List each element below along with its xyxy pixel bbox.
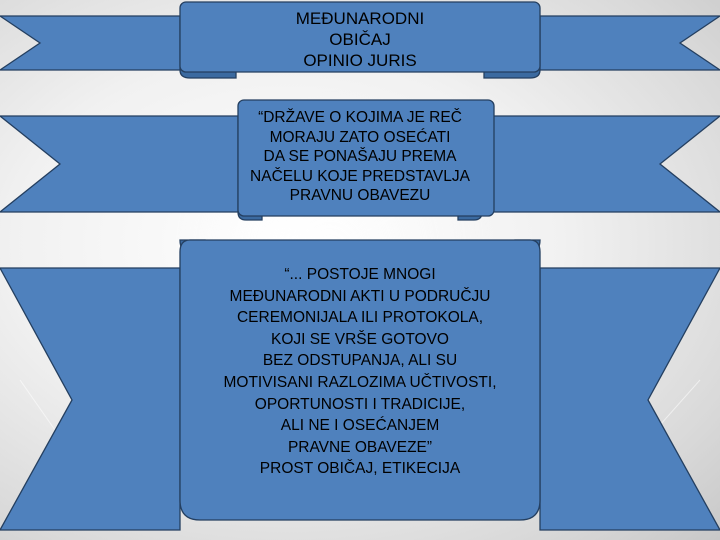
banner-top-line: MEĐUNARODNI xyxy=(295,9,425,28)
banner-top-line: OBIČAJ xyxy=(329,30,391,49)
ribbon-top-right-tail xyxy=(540,16,720,70)
banner-bottom-line: MOTIVISANI RAZLOZIMA UČTIVOSTI, xyxy=(223,373,497,391)
ribbon-top-left-tail xyxy=(0,16,180,70)
ribbon-bottom-right-tail xyxy=(540,268,720,530)
banner-bottom-line: PROST OBIČAJ, ETIKECIJA xyxy=(259,460,461,478)
banner-middle-line: NAČELU KOJE PREDSTAVLJA xyxy=(250,167,470,185)
banner-bottom-text xyxy=(185,264,535,480)
banner-middle-line: PRAVNU OBAVEZU xyxy=(289,187,431,205)
banner-bottom-line: CEREMONIJALA ILI PROTOKOLA, xyxy=(236,309,484,327)
ribbon-middle-right-tail xyxy=(482,116,720,212)
ribbon-bottom-left-tail xyxy=(0,268,180,530)
banner-top-line: OPINIO JURIS xyxy=(303,51,417,70)
banner-bottom-line: MEĐUNARODNI AKTI U PODRUČJU xyxy=(229,287,491,305)
banner-middle-line: “DRŽAVE O KOJIMA JE REČ xyxy=(258,109,462,126)
banner-bottom-line: KOJI SE VRŠE GOTOVO xyxy=(270,330,449,348)
banner-middle-line: DA SE PONAŠAJU PREMA xyxy=(263,148,457,166)
banner-middle-line: MORAJU ZATO OSEĆATI xyxy=(269,128,451,146)
banner-middle-text xyxy=(225,108,495,206)
banner-top-text xyxy=(180,8,540,71)
banner-bottom-line: BEZ ODSTUPANJA, ALI SU xyxy=(262,352,458,370)
banner-bottom-line: ALI NE I OSEĆANJEM xyxy=(280,417,440,435)
banner-bottom-line: PRAVNE OBAVEZE” xyxy=(287,438,433,456)
banner-bottom-line: OPORTUNOSTI I TRADICIJE, xyxy=(254,395,466,413)
ribbon-middle-left-tail xyxy=(0,116,238,212)
banner-bottom-line: “... POSTOJE MNOGI xyxy=(284,266,436,283)
